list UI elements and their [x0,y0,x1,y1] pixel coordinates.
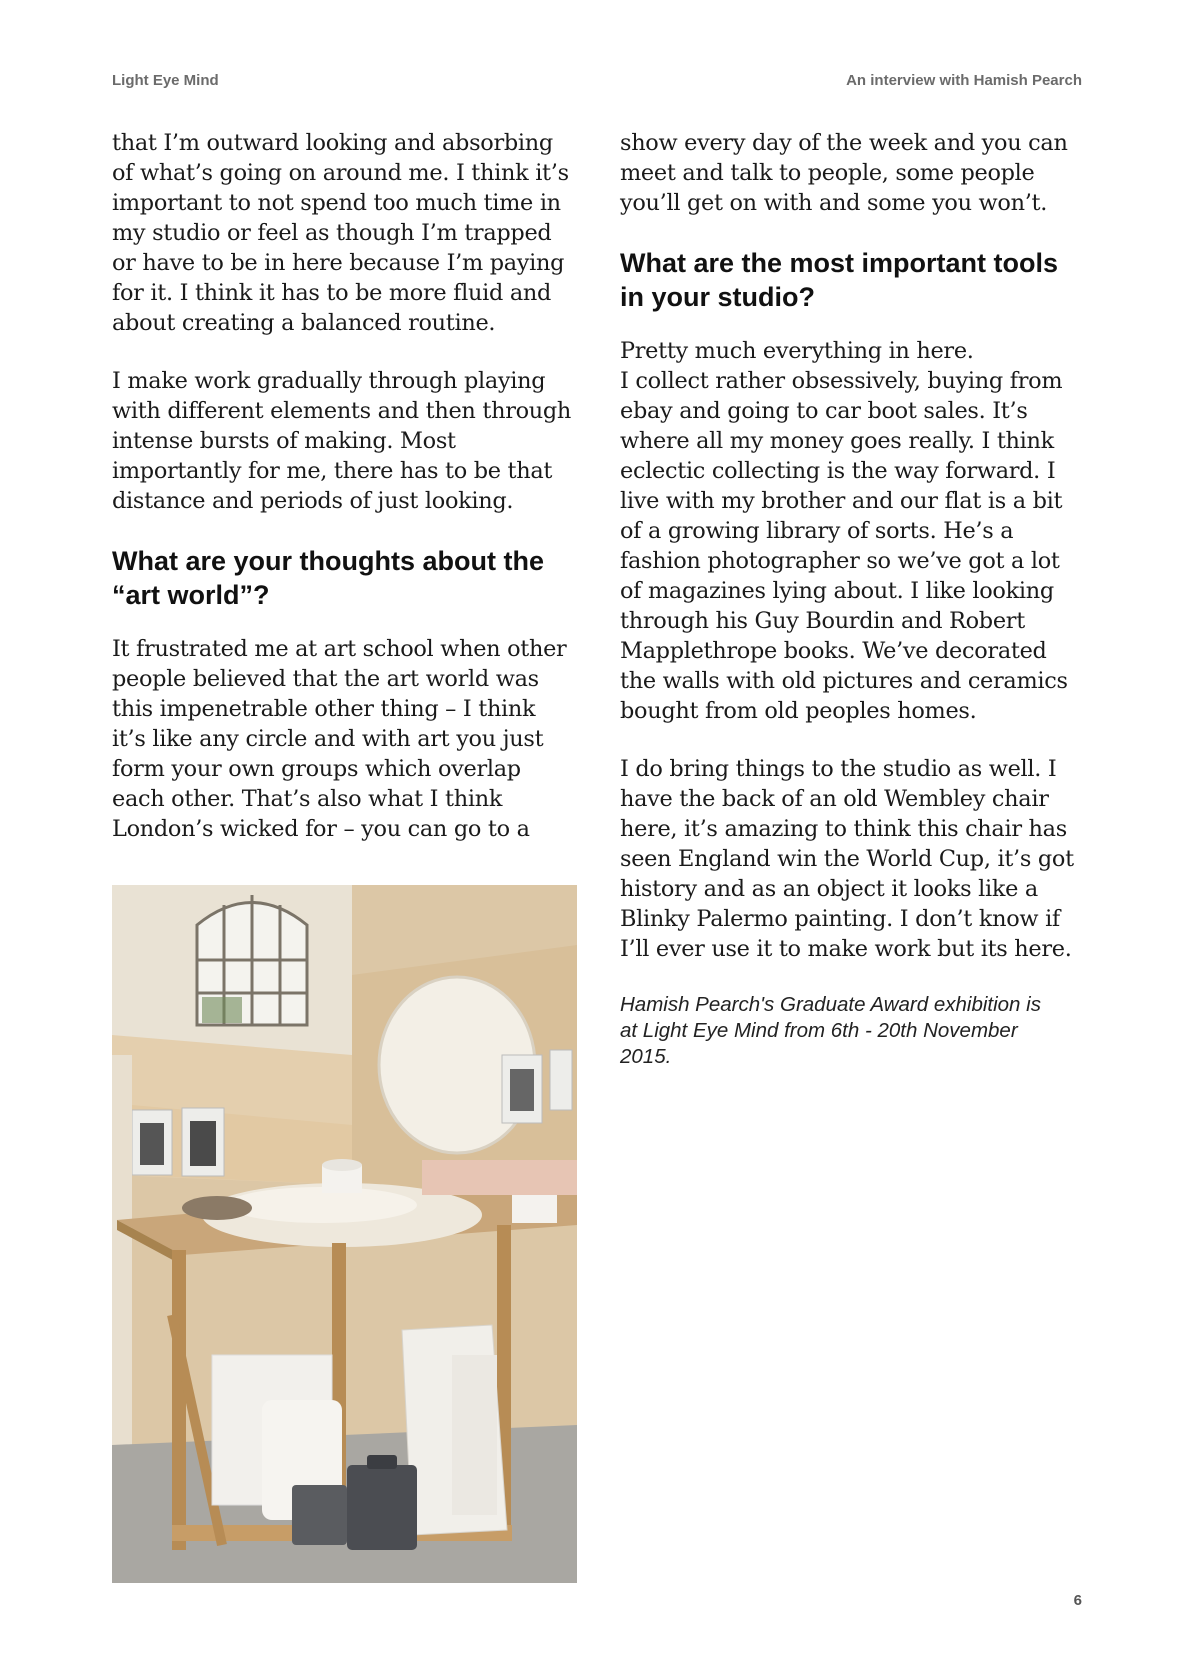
question-heading-tools: What are the most important tools in your studio? [620,248,1059,312]
right-paragraph-3: I do bring things to the studio as well. I have the back of an old Wembley chair here, it’s amazing to think this chair has seen England win the World Cup, it’s got history and as an object it looks like a Blinky Palermo painting. I don’t know if I’ll ever use it to make work but its here. [620,756,1074,962]
exhibition-caption: Hamish Pearch's Graduate Award exhibition is at Light Eye Mind from 6th - 20th November 2015. [620,993,1041,1068]
right-paragraph-1: show every day of the week and you can meet and talk to people, some people you’ll get on with and some you won’t. [620,130,1068,216]
header-publication-title: Light Eye Mind [112,72,219,89]
header-article-title: An interview with Hamish Pearch [846,72,1082,89]
left-paragraph-2: I make work gradually through playing with different elements and then through intense bursts of making. Most importantly for me, there has to be that distance and periods of just looking. [112,368,572,514]
right-column [620,128,1090,1070]
studio-photo [112,885,577,1583]
left-column [112,128,580,872]
right-paragraph-2: Pretty much everything in here. I collect rather obsessively, buying from ebay and going to car boot sales. It’s where all my money goes really. I think eclectic collecting is the way forward. I live with my brother and our flat is a bit of a growing library of sorts. He’s a fashion photographer so we’ve got a lot of magazines lying about. I like looking through his Guy Bourdin and Robert Mapplethrope books. We’ve decorated the walls with old pictures and ceramics bought from old peoples homes. [620,338,1068,724]
question-heading-art-world: What are your thoughts about the “art world”? [112,546,544,610]
page-number: 6 [1073,1592,1082,1609]
left-paragraph-3: It frustrated me at art school when other people believed that the art world was this impenetrable other thing – I think it’s like any circle and with art you just form your own groups which overlap each other. That’s also what I think London’s wicked for – you can go to a [112,636,567,842]
left-paragraph-1: that I’m outward looking and absorbing of what’s going on around me. I think it’s important to not spend too much time in my studio or feel as though I’m trapped or have to be in here because I’m paying for it. I think it has to be more fluid and about creating a balanced routine. [112,130,569,336]
